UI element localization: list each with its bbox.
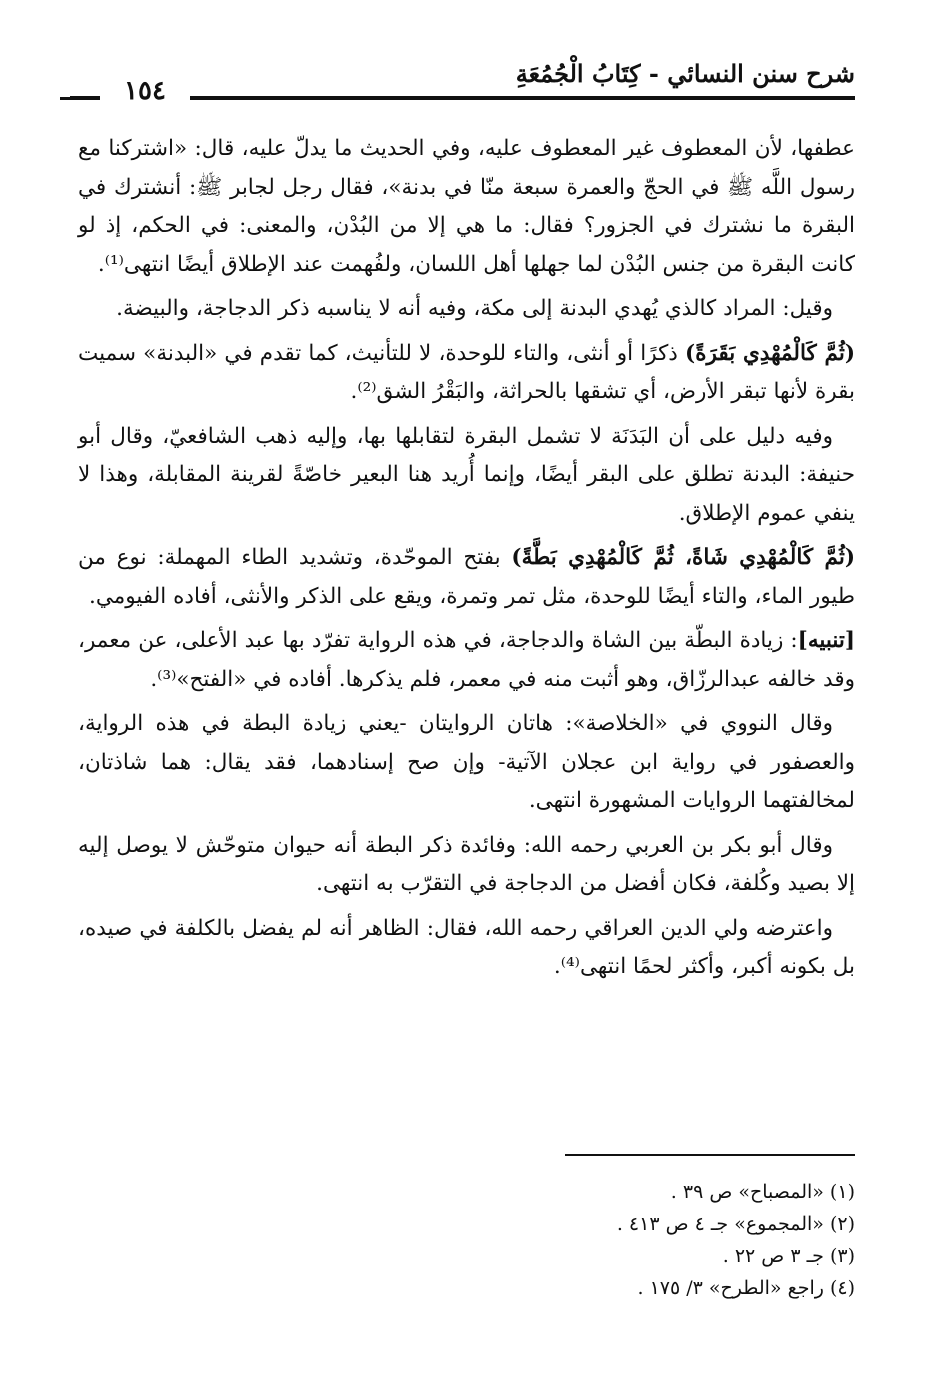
- paragraph-text: وقال أبو بكر بن العربي رحمه الله: وفائدة ذكر البطة أنه حيوان متوحّش لا يوصل إليه إلا بصيد وكُلفة، فكان أفضل من الدجاجة في التقرّب به انتهى.: [78, 832, 855, 896]
- page-number-rule-right: [180, 96, 855, 99]
- footnote: (٢) «المجموع» جـ ٤ ص ٤١٣ .: [616, 1213, 855, 1235]
- footnotes: [255, 1176, 855, 1304]
- paragraph-5: [78, 539, 855, 616]
- paragraph-text: عطفها، لأن المعطوف غير المعطوف عليه، وفي الحديث ما يدلّ عليه، قال: «اشتركنا مع رسول اللَّه ﷺ في الحجّ والعمرة سبعة منّا في بدنة»، فقال رجل لجابر ﷺ: أنشترك في البقرة ما نشترك في الجزور؟ فقال: ما هي إلا من البُدْن، والمعنى: في الحكم، إذ لو كانت البقرة من جنس البُدْن لما جهلها أهل اللسان، ولفُهمت عند الإطلاق أيضًا انتهى⁽¹⁾.: [78, 136, 855, 277]
- main-text: [78, 130, 855, 993]
- paragraph-8: [78, 827, 855, 904]
- paragraph-text: واعترضه ولي الدين العراقي رحمه الله، فقال: الظاهر أنه لم يفضل بالكلفة في صيده، بل بكونه أكبر، وأكثر لحمًا انتهى⁽⁴⁾.: [78, 915, 855, 979]
- footnote: (٣) جـ ٣ ص ٢٢ .: [722, 1245, 855, 1267]
- quoted-phrase: (ثُمَّ كَالْمُهْدِي بَقَرَةً): [685, 340, 855, 366]
- page-number: ١٥٤: [100, 76, 190, 106]
- paragraph-text: ذكرًا أو أنثى، والتاء للوحدة، لا للتأنيث، كما تقدم في «البدنة» سميت بقرة لأنها تبقر الأرض، أي تشقها بالحراثة، والبَقْرُ الشق⁽²⁾.: [78, 340, 855, 404]
- footnote: (٤) راجع «الطرح» ٣/ ١٧٥ .: [637, 1277, 855, 1299]
- paragraph-3: [78, 335, 855, 412]
- paragraph-2: [78, 290, 855, 329]
- paragraph-text: وقيل: المراد كالذي يُهدي البدنة إلى مكة، وفيه أنه لا يناسبه ذكر الدجاجة، والبيضة.: [116, 296, 833, 321]
- footnote: (١) «المصباح» ص ٣٩ .: [670, 1181, 855, 1203]
- paragraph-text: : زيادة البطّة بين الشاة والدجاجة، في هذه الرواية تفرّد بها عبد الأعلى، عن معمر، وقد خالفه عبدالرزّاق، وهو أثبت منه في معمر، فلم يذكرها. أفاده في «الفتح»⁽³⁾.: [78, 628, 855, 692]
- paragraph-6: [78, 622, 855, 699]
- quoted-phrase: (ثُمَّ كَالْمُهْدِي شَاةً، ثُمَّ كَالْمُهْدِي بَطَّةً): [511, 545, 855, 570]
- paragraph-text: وفيه دليل على أن البَدَنَة لا تشمل البقرة لتقابلها بها، وإليه ذهب الشافعيّ، وقال أبو حنيفة: البدنة تطلق على البقر أيضًا، وإنما أُريد هنا البعير خاصّةً لقرينة المقابلة، وهذا لا ينفي عموم الإطلاق.: [78, 423, 855, 526]
- running-title: شرح سنن النسائي - كِتَابُ الْجُمُعَةِ: [515, 59, 855, 88]
- paragraph-9: [78, 910, 855, 987]
- footnote-separator: [565, 1154, 855, 1156]
- paragraph-1: [78, 130, 855, 284]
- note-label: [تنبيه]: [797, 628, 855, 653]
- paragraph-4: [78, 418, 855, 534]
- paragraph-7: [78, 705, 855, 821]
- paragraph-text: بفتح الموحّدة، وتشديد الطاء المهملة: نوع من طيور الماء، والتاء أيضًا للوحدة، مثل تمر وتمرة، ويقع على الذكر والأنثى، أفاده الفيومي.: [78, 545, 855, 609]
- paragraph-text: وقال النووي في «الخلاصة»: هاتان الروايتان -يعني زيادة البطة في هذه الرواية، والعصفور في رواية ابن عجلان الآتية- وإن صح إسنادهما، فقد يقال: هما شاذتان، لمخالفتهما الروايات المشهورة انتهى.: [78, 711, 855, 813]
